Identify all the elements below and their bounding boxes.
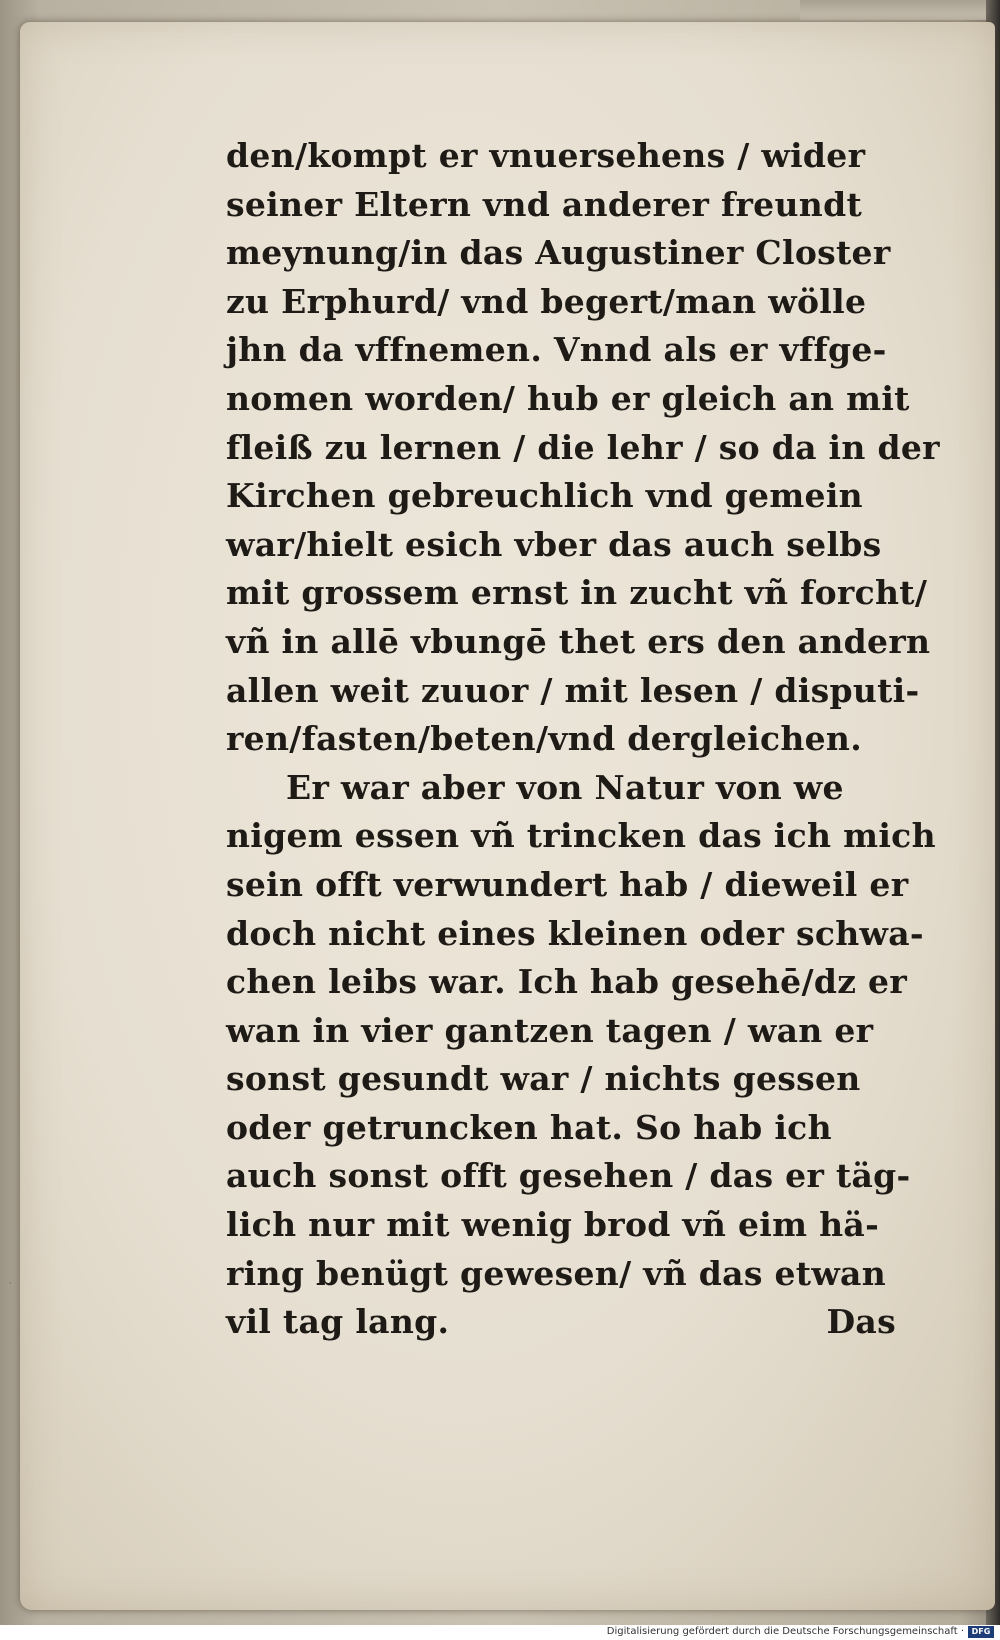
text-line: Kirchen gebreuchlich vnd gemein [226,476,863,516]
text-line: chen leibs war. Ich hab gesehē/dz er [226,962,908,1002]
text-line: war/hielt esich vber das auch selbs [226,524,882,564]
text-line: zu Erphurd/ vnd begert/man wölle [226,281,867,321]
text-line: den/kompt er vnuersehens / wider [226,136,866,175]
text-line: vñ in allē vbungē thet ers den andern [226,621,931,661]
paragraph-start-line: Er war aber von Natur von we [286,767,844,807]
dfg-logo: DFG [968,1626,994,1638]
text-line: lich nur mit wenig brod vñ eim hä- [226,1205,880,1245]
text-line: auch sonst offt gesehen / das er täg- [226,1156,911,1196]
text-line: allen weit zuuor / mit lesen / disputi- [226,670,920,710]
text-line: mit grossem ernst in zucht vñ forcht/ [226,573,928,613]
digitization-footer [0,1625,1000,1640]
text-line: ring benügt gewesen/ vñ das etwan [226,1253,887,1293]
text-line: fleiß zu lernen / die lehr / so da in der [226,427,940,467]
page-text [226,132,940,1347]
text-line: meynung/in das Augustiner Closter [226,233,891,273]
final-line [226,1298,906,1347]
text-line: seiner Eltern vnd anderer freundt [226,184,862,224]
footer-credit: Digitalisierung gefördert durch die Deutsche Forschungsgemeinschaft · [606,1626,964,1637]
page-mark: · [8,1276,13,1292]
text-line: jhn da vffnemen. Vnnd als er vffge- [226,330,887,370]
scan-top-strip [800,0,1000,20]
text-line: nomen worden/ hub er gleich an mit [226,378,910,418]
text-line: wan in vier gantzen tagen / wan er [226,1010,874,1050]
text-line: doch nicht eines kleinen oder schwa- [226,913,924,953]
text-line-end: vil tag lang. [226,1302,450,1342]
text-line: sonst gesundt war / nichts gessen [226,1059,861,1099]
text-line: oder getruncken hat. So hab ich [226,1107,832,1147]
text-line: sein offt verwundert hab / dieweil er [226,864,909,904]
catchword: Das [826,1302,896,1342]
text-line: ren/fasten/beten/vnd dergleichen. [226,719,863,759]
text-line: nigem essen vñ trincken das ich mich [226,816,936,856]
